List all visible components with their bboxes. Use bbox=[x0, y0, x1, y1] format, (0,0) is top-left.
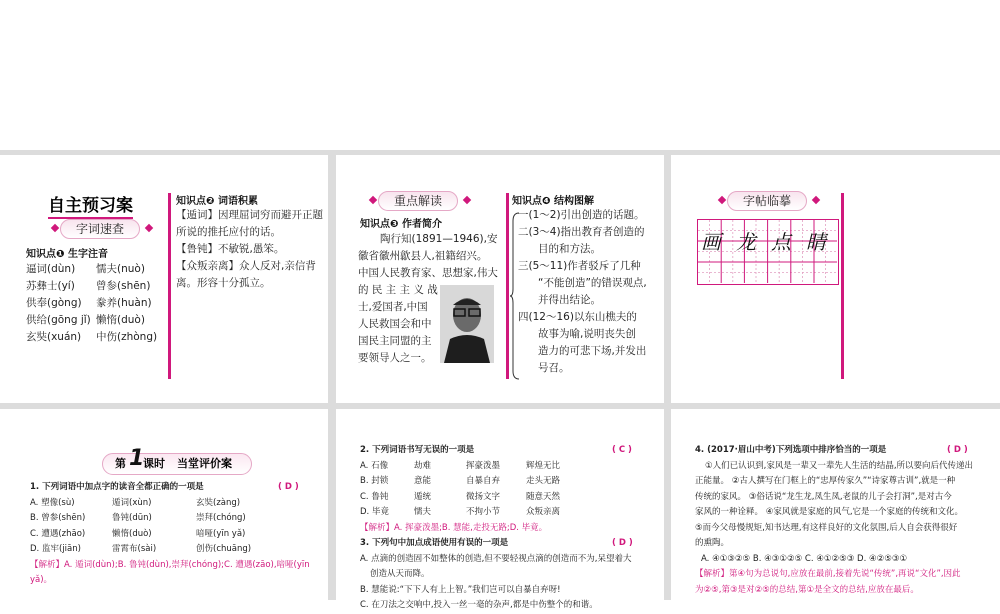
section-banner: 字帖临摹 bbox=[715, 191, 825, 211]
list-item: 玄奘(xuán) 中伤(zhòng) bbox=[26, 331, 158, 343]
author-bio: 陶行知(1891—1946),安 徽省徽州歙县人,祖籍绍兴。 中国人民教育家、思想家,伟大 的 民 主 主 义 战 士,爱国者,中国 人民救国会和中 国民主同盟的主 要领导人之一。 bbox=[358, 233, 498, 364]
lesson-number: 1 bbox=[129, 446, 145, 471]
author-portrait bbox=[440, 285, 494, 363]
option-row: A. 石像 劫难 挥豪泼墨 辉煌无比 bbox=[360, 460, 561, 471]
option-row: A. 塑像(sù) 遁词(xùn) 玄奘(zàng) bbox=[30, 497, 241, 508]
quiz-q1: 1. 下列词语中加点字的读音全都正确的一项是 ( D ) A. 塑像(sù) 遁词(xùn) 玄奘(zàng) B. 曾参(shēn) 鲁钝(dūn) 崇拜(chóng) C. 遭遇(zhāo) 懒惰(duò) 喑哑(yīn yǎ) D. 监牢(jiān) 雷霄布(sài) 创伤(chuāng) 【解析】A. 遁词(dùn);B. 鲁钝(dùn),崇拜(chóng);C. 遭遇(zāo),喑哑(yīn yǎ)。 bbox=[30, 480, 320, 589]
diamond-icon bbox=[463, 196, 471, 204]
explanation: 为②⑤,第③是对②⑤的总结,第①是全文的总结,应放在最后。 bbox=[695, 584, 919, 595]
section-banner: 字词速查 bbox=[50, 219, 160, 239]
option-row: C. 鲁钝 遁统 微扬文字 随意天然 bbox=[360, 491, 561, 502]
kp4-title: 知识点❹ 结构图解 bbox=[512, 196, 594, 207]
slide-preview[interactable] bbox=[0, 155, 328, 403]
option-row: D. 监牢(jiān) 雷霄布(sài) 创伤(chuāng) bbox=[30, 544, 252, 554]
diamond-icon bbox=[51, 224, 59, 232]
brace-icon bbox=[510, 211, 520, 381]
option-row: B. 曾参(shēn) 鲁钝(dūn) 崇拜(chóng) bbox=[30, 513, 246, 523]
diamond-icon bbox=[145, 224, 153, 232]
answer-choices: A. ④①③②⑤ B. ④③①②⑤ C. ④①②⑤③ D. ④②⑤③① bbox=[701, 553, 908, 564]
slide-lesson-quiz[interactable] bbox=[0, 409, 328, 600]
quiz-q4: 4. (2017·眉山中考)下列选项中排序恰当的一项是 ( D ) ①人们已认识到,家风是一辈又一辈先人生活的结晶,所以要向后代传递出 正能量。 ②古人撰写在门框上的“忠厚传家久”“诗家尊古训”,就是一种 传统的家风。 ③俗话说“龙生龙,凤生凤,老鼠的儿子会打洞”,是对古今 家风的一种诠释。 ④家风就是家庭的风气,它是一个家庭的传统和文化。 ⑤而今父母慢规矩,知书达理,有这样良好的文化氛围,后人自会获得很好 的熏陶。 A. ④①③②⑤ B. ④③①②⑤ C. ④①②⑤③ D. ④②⑤③① 【解析】第④句为总说句,应放在最前,接着先说“传统”,再说“文化”,因此 为②⑤,第③是对②⑤的总结,第①是全文的总结,应放在最后。 bbox=[695, 443, 995, 598]
structure-diagram: 一(1～2)引出创造的话题。 二(3～4)指出教育者创造的 目的和方法。 三(5～11)作者驳斥了几种 “不能创造”的错误观点, 并得出结论。 四(12～16)以东山樵夫的 故事为喻,说明丧失创 造力的可悲下场,并发出 号召。 bbox=[518, 209, 647, 374]
list-item: 逼词(dùn) 懦夫(nuò) bbox=[26, 263, 145, 275]
lesson-banner: 第 1 课时 当堂评价案 bbox=[102, 453, 252, 475]
slide-quiz-4[interactable] bbox=[671, 409, 1000, 600]
section-banner: 重点解读 bbox=[366, 191, 476, 211]
divider bbox=[506, 193, 509, 379]
quiz-q2: 2. 下列词语书写无误的一项是 ( C ) A. 石像 劫难 挥豪泼墨 辉煌无比 B. 封锁 意能 自暴自弃 走头无路 C. 鲁钝 遁统 微扬文字 随意天然 D. 毕竟 懦夫 不拘小节 众叛亲离 【解析】A. 挥豪泼墨;B. 慧能,走投无路;D. 毕竟。 3. 下列句中加点成语使用有误的一项是 ( D ) A. 点滴的创造固不如整体的创造,但不要轻视点滴的创造而不为,呆望着大 创造从天而降。 B. 慧能说:“下下人有上上智。”我们岂可以自暴自弃呀! C. 在刀法之交响中,投入一丝一毫的杂声,都是中伤整个的和谐。 bbox=[360, 443, 660, 614]
kp1-title: 知识点❶ 生字注音 bbox=[26, 249, 108, 260]
option-row: C. 遭遇(zhāo) 懒惰(duò) 喑哑(yīn yǎ) bbox=[30, 528, 246, 539]
slide-calligraphy[interactable] bbox=[671, 155, 1000, 403]
calligraphy-chars: 画 龙 点 睛 bbox=[701, 230, 826, 254]
slide-title: 自主预习案 bbox=[48, 191, 133, 219]
option-row: D. 毕竟 懦夫 不拘小节 众叛亲离 bbox=[360, 507, 561, 517]
diamond-icon bbox=[718, 196, 726, 204]
divider bbox=[841, 193, 844, 379]
list-item: 供给(gōng jǐ) 懒惰(duò) bbox=[26, 314, 145, 326]
kp2-title: 知识点❷ 词语积累 bbox=[176, 196, 258, 207]
option-row: B. 封锁 意能 自暴自弃 走头无路 bbox=[360, 476, 561, 486]
explanation: 【解析】A. 挥豪泼墨;B. 慧能,走投无路;D. 毕竟。 bbox=[360, 522, 548, 533]
vocab-notes: 【遁词】因理屈词穷而避开正题 所说的推托应付的话。 【鲁钝】不敏锐,愚笨。 【众叛亲离】众人反对,亲信背 离。形容十分孤立。 bbox=[176, 209, 323, 289]
list-item: 供奉(gòng) 豢养(huàn) bbox=[26, 297, 152, 309]
slide-key-points[interactable] bbox=[336, 155, 664, 403]
explanation: 【解析】第④句为总说句,应放在最前,接着先说“传统”,再说“文化”,因此 bbox=[695, 569, 961, 579]
copybook-grid bbox=[697, 219, 839, 285]
slide-quiz-2-3[interactable] bbox=[336, 409, 664, 610]
divider bbox=[168, 193, 171, 379]
word-list bbox=[26, 261, 157, 346]
diamond-icon bbox=[369, 196, 377, 204]
diamond-icon bbox=[812, 196, 820, 204]
explanation: 【解析】A. 遁词(dùn);B. 鲁钝(dùn),崇拜(chóng);C. 遭遇(zāo),喑哑(yīn yǎ)。 bbox=[30, 559, 310, 585]
kp3-title: 知识点❸ 作者简介 bbox=[360, 219, 442, 230]
list-item: 苏彝士(yí) 曾参(shēn) bbox=[26, 280, 151, 292]
